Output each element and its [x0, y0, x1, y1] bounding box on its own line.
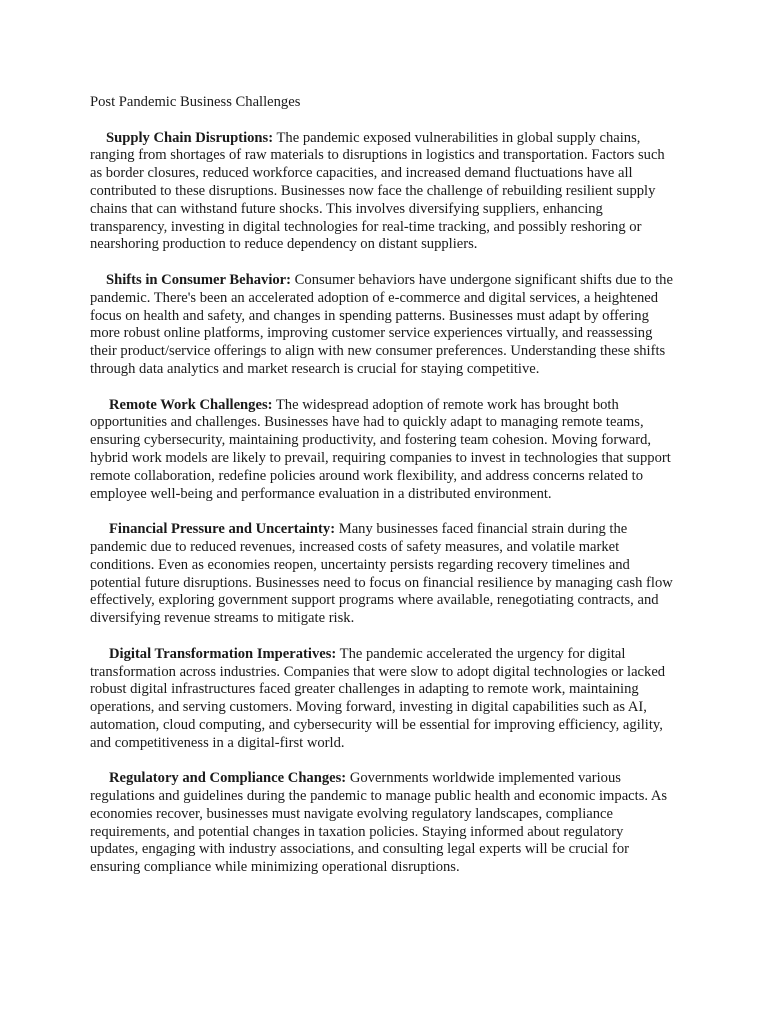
section-body: The pandemic exposed vulnerabilities in global supply chains, ranging from shortages of raw materials to disruptions in logistics and transportation. Factors such as border closures, reduced workforce capacities, and increased demand fluctuations have all contributed to these disruptions. Businesses now face the challenge of rebuilding resilient supply chains that can withstand future shocks. This involves diversifying suppliers, enhancing transparency, investing in digital technologies for real-time tracking, and possibly reshoring or nearshoring production to reduce dependency on distant suppliers.	[90, 129, 665, 253]
section-remote-work	[90, 397, 675, 504]
document-title: Post Pandemic Business Challenges	[90, 94, 301, 110]
section-heading: Supply Chain Disruptions:	[106, 129, 274, 146]
section-heading: Regulatory and Compliance Changes:	[109, 770, 347, 787]
section-body: The widespread adoption of remote work has brought both opportunities and challenges. Businesses have had to quickly adapt to managing remote teams, ensuring cybersecurity, maintaining productivity, and fostering team cohesion. Moving forward, hybrid work models are likely to prevail, requiring companies to invest in technologies that support remote collaboration, redefine policies around work flexibility, and address concerns related to employee well-being and performance evaluation in a distributed environment.	[90, 396, 671, 502]
section-heading: Financial Pressure and Uncertainty:	[109, 521, 336, 538]
section-regulatory-compliance	[90, 770, 675, 877]
section-body: Many businesses faced financial strain during the pandemic due to reduced revenues, increased costs of safety measures, and volatile market conditions. Even as economies reopen, uncertainty persists regarding recovery timelines and potential future disruptions. Businesses need to focus on financial resilience by managing cash flow effectively, exploring government support programs where available, renegotiating contracts, and diversifying revenue streams to mitigate risk.	[90, 521, 673, 627]
section-supply-chain	[90, 130, 675, 255]
section-digital-transformation	[90, 646, 675, 753]
section-body: Consumer behaviors have undergone significant shifts due to the pandemic. There's been an accelerated adoption of e-commerce and digital services, a heightened focus on health and safety, and changes in spending patterns. Businesses must adapt by offering more robust online platforms, improving customer service experiences virtually, and reassessing their product/service offerings to align with new consumer preferences. Understanding these shifts through data analytics and market research is crucial for staying competitive.	[90, 271, 673, 377]
section-body: Governments worldwide implemented various regulations and guidelines during the pandemic to manage public health and economic impacts. As economies recover, businesses must navigate evolving regulatory landscapes, compliance requirements, and potential changes in taxation policies. Staying informed about regulatory updates, engaging with industry associations, and consulting legal experts will be crucial for ensuring compliance while minimizing operational disruptions.	[90, 770, 668, 876]
section-body: The pandemic accelerated the urgency for digital transformation across industries. Companies that were slow to adopt digital technologies or lacked robust digital infrastructures faced greater challenges in adapting to remote work, maintaining operations, and serving customers. Moving forward, investing in digital capabilities such as AI, automation, cloud computing, and cybersecurity will be essential for improving efficiency, agility, and competitiveness in a digital-first world.	[90, 645, 666, 751]
document-page	[90, 94, 675, 895]
section-heading: Remote Work Challenges:	[109, 396, 273, 413]
section-heading: Digital Transformation Imperatives:	[109, 645, 337, 662]
section-financial-pressure	[90, 521, 675, 628]
section-heading: Shifts in Consumer Behavior:	[106, 271, 292, 288]
section-consumer-behavior	[90, 272, 675, 379]
